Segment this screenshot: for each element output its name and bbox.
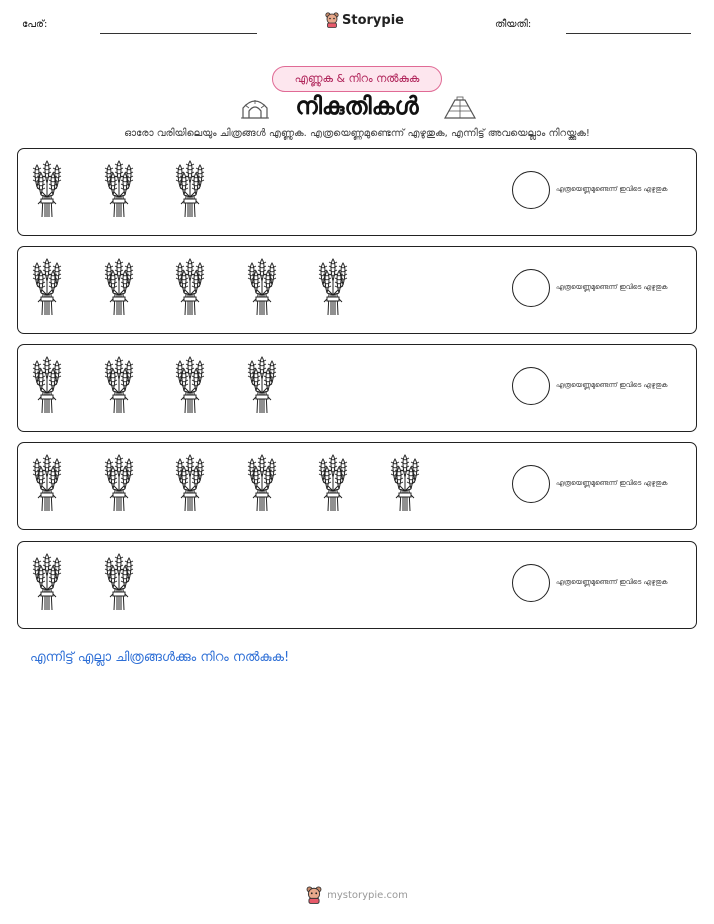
answer-hint: എത്രയെണ്ണമുണ്ടെന്ന് ഇവിടെ എഴുതുക [556, 381, 668, 389]
activity-badge [272, 66, 442, 92]
name-line[interactable] [100, 33, 257, 34]
wheat-sheaf-icon[interactable] [173, 453, 207, 513]
wheat-sheaf-icon[interactable] [30, 159, 64, 219]
wheat-sheaf-icon[interactable] [102, 552, 136, 612]
answer-circle[interactable] [512, 269, 550, 307]
wheat-sheaf-icon[interactable] [30, 257, 64, 317]
answer-circle[interactable] [512, 171, 550, 209]
answer-hint: എത്രയെണ്ണമുണ്ടെന്ന് ഇവിടെ എഴുതുക [556, 479, 668, 487]
wheat-sheaf-icon[interactable] [102, 355, 136, 415]
answer-hint: എത്രയെണ്ണമുണ്ടെന്ന് ഇവിടെ എഴുതുക [556, 185, 668, 193]
wheat-sheaf-icon[interactable] [30, 453, 64, 513]
date-line[interactable] [566, 33, 691, 34]
wheat-sheaf-icon[interactable] [102, 453, 136, 513]
wheat-sheaf-icon[interactable] [30, 355, 64, 415]
counting-row [17, 344, 697, 432]
wheat-sheaf-icon[interactable] [388, 453, 422, 513]
brand-logo [325, 12, 404, 28]
answer-hint: എത്രയെണ്ണമുണ്ടെന്ന് ഇവിടെ എഴുതുക [556, 578, 668, 586]
footer-brand [0, 886, 714, 904]
wheat-sheaf-icon[interactable] [245, 453, 279, 513]
date-label: തീയതി: [495, 19, 532, 30]
bear-mascot-icon [325, 12, 339, 28]
instructions-text: ഓരോ വരിയിലെയും ചിത്രങ്ങൾ എണ്ണുക. എത്രയെണ്ണമുണ്ടെന്ന് എഴുതുക, എന്നിട്ട് അവയെല്ലാം നിറയ്ക്കുക! [124, 128, 590, 139]
wheat-sheaf-icon[interactable] [173, 257, 207, 317]
answer-circle[interactable] [512, 465, 550, 503]
wheat-sheaf-icon[interactable] [173, 355, 207, 415]
counting-row [17, 246, 697, 334]
answer-circle[interactable] [512, 367, 550, 405]
wheat-sheaf-icon[interactable] [316, 257, 350, 317]
wheat-sheaf-icon[interactable] [245, 355, 279, 415]
wheat-sheaf-icon[interactable] [102, 257, 136, 317]
pyramid-icon [443, 96, 477, 120]
answer-hint: എത്രയെണ്ണമുണ്ടെന്ന് ഇവിടെ എഴുതുക [556, 283, 668, 291]
coloring-instruction: എന്നിട്ട് എല്ലാ ചിത്രങ്ങൾക്കും നിറം നൽകുക! [30, 650, 290, 665]
wheat-sheaf-icon[interactable] [173, 159, 207, 219]
counting-row [17, 442, 697, 530]
counting-row [17, 541, 697, 629]
name-label: പേര്: [22, 19, 48, 30]
page-title: നികുതികൾ [295, 92, 419, 120]
activity-badge-label: എണ്ണുക & നിറം നൽകുക [294, 72, 420, 85]
counting-row [17, 148, 697, 236]
wheat-sheaf-icon[interactable] [102, 159, 136, 219]
wheat-sheaf-icon[interactable] [245, 257, 279, 317]
wheat-sheaf-icon[interactable] [30, 552, 64, 612]
footer-site: mystorypie.com [327, 889, 408, 901]
brand-name: Storypie [342, 12, 404, 28]
answer-circle[interactable] [512, 564, 550, 602]
wheat-sheaf-icon[interactable] [316, 453, 350, 513]
bear-mascot-icon [306, 886, 322, 904]
